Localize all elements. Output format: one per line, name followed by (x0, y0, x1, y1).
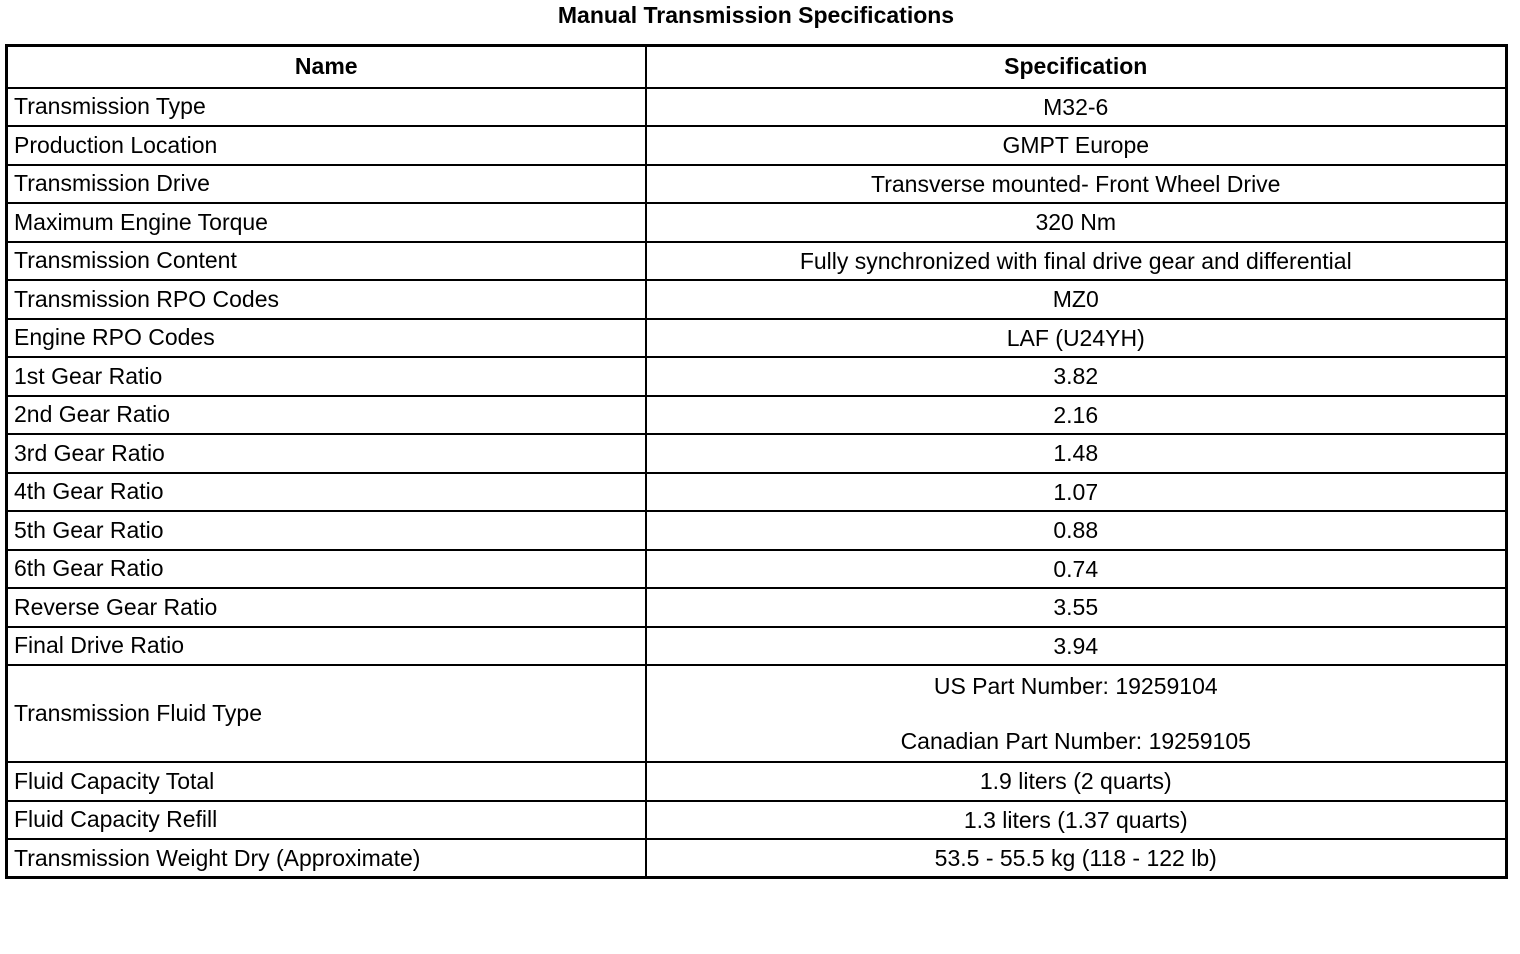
spec-name-cell: 3rd Gear Ratio (7, 434, 646, 473)
spec-name-cell: 6th Gear Ratio (7, 550, 646, 589)
table-row (7, 550, 1507, 589)
specification-column-header: Specification (646, 46, 1507, 88)
table-row (7, 511, 1507, 550)
spec-value-cell (646, 839, 1507, 878)
spec-value-text: LAF (U24YH) (1006, 324, 1145, 351)
spec-name-cell: Fluid Capacity Total (7, 762, 646, 801)
spec-value-text: 1.3 liters (1.37 quarts) (963, 806, 1188, 833)
spec-name-cell: Engine RPO Codes (7, 319, 646, 358)
spec-value-cell (646, 627, 1507, 666)
table-row (7, 762, 1507, 801)
spec-value-text: US Part Number: 19259104 (933, 673, 1218, 699)
spec-value-text: MZ0 (1052, 286, 1099, 313)
spec-value-cell (646, 242, 1507, 281)
spec-value-cell (646, 396, 1507, 435)
table-body (7, 88, 1507, 878)
table-row (7, 665, 1507, 762)
spec-name-cell: 5th Gear Ratio (7, 511, 646, 550)
table-row (7, 396, 1507, 435)
table-row (7, 473, 1507, 512)
spec-value-cell (646, 801, 1507, 840)
spec-value-text: 0.88 (1053, 517, 1099, 544)
spec-value-cell (646, 357, 1507, 396)
spec-value-cell (646, 126, 1507, 165)
spec-value-text: 320 Nm (1035, 209, 1117, 236)
spec-value-cell (646, 434, 1507, 473)
spec-value-text: 53.5 - 55.5 kg (118 - 122 lb) (934, 845, 1217, 871)
spec-value-cell (646, 473, 1507, 512)
table-row (7, 588, 1507, 627)
table-row (7, 126, 1507, 165)
spec-name-cell: Production Location (7, 126, 646, 165)
spec-value-text: 3.55 (1053, 594, 1099, 621)
name-column-header: Name (7, 46, 646, 88)
spec-name-cell: Final Drive Ratio (7, 627, 646, 666)
spec-name-cell: Transmission Content (7, 242, 646, 281)
spec-name-cell: Transmission Type (7, 88, 646, 127)
table-header-row (7, 46, 1507, 88)
spec-value-text: 0.74 (1053, 555, 1099, 582)
spec-value-text: 3.82 (1053, 363, 1099, 390)
spec-value-cell (646, 665, 1507, 762)
spec-name-cell: Maximum Engine Torque (7, 203, 646, 242)
table-row (7, 280, 1507, 319)
spec-value-cell (646, 550, 1507, 589)
spec-name-cell: 2nd Gear Ratio (7, 396, 646, 435)
table-row (7, 627, 1507, 666)
table-row (7, 319, 1507, 358)
table-row (7, 839, 1507, 878)
page-title: Manual Transmission Specifications (557, 2, 955, 28)
spec-value-cell (646, 165, 1507, 204)
spec-value-cell (646, 511, 1507, 550)
spec-value-text: Canadian Part Number: 19259105 (900, 728, 1251, 754)
spec-name-cell: Fluid Capacity Refill (7, 801, 646, 840)
table-row (7, 165, 1507, 204)
spec-value-cell (646, 280, 1507, 319)
spec-value-text: M32-6 (1043, 93, 1109, 120)
spec-value-cell (646, 88, 1507, 127)
spec-value-text: Fully synchronized with final drive gear and differential (799, 247, 1352, 274)
spec-name-cell: Transmission RPO Codes (7, 280, 646, 319)
table-row (7, 203, 1507, 242)
table-row (7, 801, 1507, 840)
table-row (7, 88, 1507, 127)
spec-value-text: 2.16 (1053, 401, 1099, 428)
spec-name-cell: 4th Gear Ratio (7, 473, 646, 512)
spec-name-cell: Transmission Weight Dry (Approximate) (7, 839, 646, 878)
table-row (7, 357, 1507, 396)
table-row (7, 242, 1507, 281)
spec-name-cell: Reverse Gear Ratio (7, 588, 646, 627)
spec-value-text: Transverse mounted- Front Wheel Drive (871, 170, 1281, 197)
spec-value-cell (646, 203, 1507, 242)
table-row (7, 434, 1507, 473)
spec-name-cell: 1st Gear Ratio (7, 357, 646, 396)
spec-name-cell: Transmission Fluid Type (7, 665, 646, 762)
spec-value-text: GMPT Europe (1002, 132, 1150, 159)
spec-value-text: 1.07 (1053, 478, 1099, 505)
spec-value-text: 3.94 (1053, 632, 1099, 659)
spec-value-cell (646, 319, 1507, 358)
spec-value-text: 1.9 liters (2 quarts) (979, 768, 1172, 795)
spec-name-cell: Transmission Drive (7, 165, 646, 204)
spec-value-cell (646, 762, 1507, 801)
specifications-table (5, 44, 1508, 879)
spec-value-cell (646, 588, 1507, 627)
spec-value-text: 1.48 (1053, 440, 1099, 467)
